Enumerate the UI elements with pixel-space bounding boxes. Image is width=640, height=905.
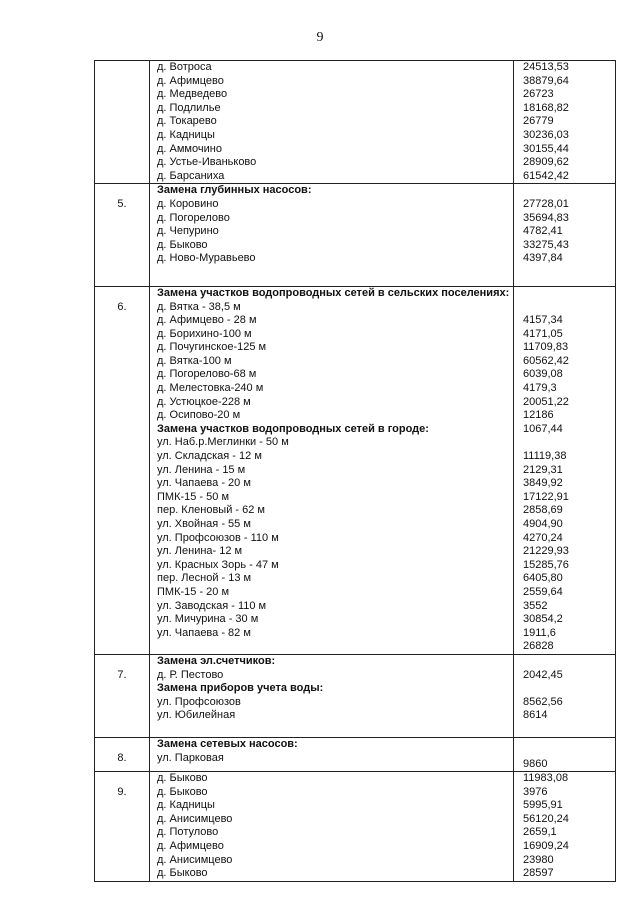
amount-value: 4157,34: [523, 314, 563, 327]
location-line: ул. Ленина- 12 м: [157, 545, 243, 558]
location-line: д. Анисимцево: [157, 853, 233, 866]
budget-table: [94, 60, 616, 882]
section-heading: Замена приборов учета воды:: [157, 682, 324, 695]
location-line: д. Р. Пестово: [157, 668, 224, 681]
location-line: д. Быково: [157, 238, 208, 251]
amount-value: [523, 184, 615, 198]
location-line: д. Вятка-100 м: [157, 354, 232, 367]
table-row: [95, 737, 616, 771]
spacer: [157, 266, 513, 286]
amount-value: 17122,91: [523, 490, 569, 503]
section-heading: Замена глубинных насосов:: [157, 184, 312, 197]
amount-value: [523, 287, 615, 301]
location-line: д. Быково: [157, 772, 208, 785]
amount-value: 4270,24: [523, 531, 563, 544]
location-line: ул. Профсоюзов: [157, 695, 241, 708]
location-line: д. Ново-Муравьево: [157, 252, 256, 265]
location-line: д. Устюцкое-228 м: [157, 395, 251, 408]
location-line: д. Борихино-100 м: [157, 327, 252, 340]
amount-value: 33275,43: [523, 238, 569, 251]
row-number: [95, 61, 150, 184]
table-row: [95, 61, 616, 184]
amount-value: 23980: [523, 853, 554, 866]
location-line: д. Кадницы: [157, 799, 215, 812]
location-line: д. Вотроса: [157, 61, 212, 73]
table-row: [95, 772, 616, 882]
amount-value: 60562,42: [523, 354, 569, 367]
amount-cell: [514, 184, 616, 287]
amount-value: 4179,3: [523, 382, 557, 395]
location-line: д. Медведево: [157, 88, 228, 101]
amount-value: 9860: [523, 757, 548, 770]
row-number: 9.: [95, 772, 150, 882]
table-row: [95, 286, 616, 654]
amount-value: 26828: [523, 640, 554, 653]
amount-value: 16909,24: [523, 840, 569, 853]
location-line: д. Аммочино: [157, 142, 222, 155]
location-line: ул. Складская - 12 м: [157, 450, 262, 463]
location-line: д. Афимцево: [157, 840, 224, 853]
amount-value: 28597: [523, 867, 554, 880]
amount-value: 24513,53: [523, 61, 569, 73]
amount-value: 12186: [523, 409, 554, 422]
location-line: пер. Лесной - 13 м: [157, 572, 252, 585]
amount-value: 6405,80: [523, 572, 563, 585]
description-cell: [150, 654, 514, 737]
section-heading: Замена участков водопроводных сетей в городе:: [157, 422, 429, 435]
location-line: ул. Профсоюзов - 110 м: [157, 531, 279, 544]
location-line: д. Осипово-20 м: [157, 409, 241, 422]
location-line: ул. Парковая: [157, 751, 224, 764]
amount-value: 3976: [523, 785, 548, 798]
location-line: д. Афимцево: [157, 74, 224, 87]
amount-value: 26779: [523, 115, 554, 128]
amount-value: 2559,64: [523, 585, 563, 598]
location-line: ПМК-15 - 20 м: [157, 585, 230, 598]
row-number: 8.: [95, 737, 150, 771]
amount-value: 56120,24: [523, 812, 569, 825]
row-number: 7.: [95, 654, 150, 737]
amount-value: 3552: [523, 599, 548, 612]
amount-value: 30854,2: [523, 613, 563, 626]
amount-value: 1911,6: [523, 626, 556, 639]
section-heading: Замена сетевых насосов:: [157, 737, 298, 750]
location-line: ПМК-15 - 50 м: [157, 490, 230, 503]
description-cell: [150, 772, 514, 882]
row-number: 6.: [95, 286, 150, 654]
location-line: д. Чепурино: [157, 225, 219, 238]
location-line: ул. Ленина - 15 м: [157, 463, 246, 476]
amount-value: 2129,31: [523, 463, 563, 476]
amount-value: 30155,44: [523, 142, 569, 155]
amount-value: 20051,22: [523, 395, 569, 408]
amount-value: 8562,56: [523, 695, 563, 708]
amount-value: 4904,90: [523, 518, 563, 530]
location-line: д. Устье-Иваньково: [157, 156, 257, 169]
location-line: д. Подлилье: [157, 101, 221, 114]
amount-value: 8614: [523, 709, 548, 722]
location-line: ул. Заводская - 110 м: [157, 599, 267, 612]
amount-cell: [514, 654, 616, 737]
location-line: ул. Наб.р.Меглинки - 50 м: [157, 436, 289, 449]
table-body: [95, 61, 616, 882]
location-line: д. Почугинское-125 м: [157, 341, 267, 354]
table-row: [95, 184, 616, 287]
location-line: д. Погорелово-68 м: [157, 368, 257, 381]
amount-value: 2042,45: [523, 668, 563, 681]
location-line: д. Быково: [157, 785, 208, 798]
amount-value: 21229,93: [523, 545, 569, 558]
description-cell: [150, 737, 514, 771]
amount-cell: [514, 737, 616, 771]
location-line: д. Барсаниха: [157, 169, 225, 182]
section-heading: Замена эл.счетчиков:: [157, 654, 276, 667]
description-cell: [150, 184, 514, 287]
amount-value: 2659,1: [523, 826, 557, 839]
location-line: д. Анисимцево: [157, 812, 233, 825]
location-line: ул. Чапаева - 20 м: [157, 477, 251, 490]
amount-cell: [514, 286, 616, 654]
location-line: д. Мелестовка-240 м: [157, 382, 264, 395]
amount-value: 4397,84: [523, 252, 563, 265]
location-line: ул. Юбилейная: [157, 709, 236, 722]
amount-value: 4782,41: [523, 225, 563, 238]
amount-value: 11983,08: [523, 772, 569, 785]
amount-value: 6039,08: [523, 368, 563, 381]
amount-value: 2858,69: [523, 504, 563, 517]
spacer: [157, 723, 513, 737]
amount-value: [523, 744, 615, 758]
location-line: ул. Мичурина - 30 м: [157, 613, 259, 626]
location-line: д. Афимцево - 28 м: [157, 314, 257, 327]
description-cell: [150, 61, 514, 184]
amount-cell: [514, 61, 616, 184]
amount-value: 18168,82: [523, 101, 569, 114]
amount-value: [523, 301, 615, 315]
amount-value: 1067,44: [523, 422, 563, 435]
amount-value: 11709,83: [523, 341, 569, 354]
amount-value: 28909,62: [523, 156, 569, 169]
amount-value: [523, 436, 615, 450]
amount-value: 27728,01: [523, 197, 569, 210]
amount-cell: [514, 772, 616, 882]
amount-value: 11119,38: [523, 450, 567, 463]
location-line: ул. Чапаева - 82 м: [157, 626, 251, 639]
location-line: д. Кадницы: [157, 128, 215, 141]
amount-value: 35694,83: [523, 211, 569, 224]
location-line: д. Вятка - 38,5 м: [157, 300, 241, 313]
location-line: пер. Кленовый - 62 м: [157, 504, 265, 517]
amount-value: 15285,76: [523, 558, 569, 571]
location-line: ул. Хвойная - 55 м: [157, 518, 251, 530]
page-number: 9: [316, 30, 324, 45]
amount-value: 26723: [523, 88, 554, 101]
row-number: 5.: [95, 184, 150, 287]
amount-value: 3849,92: [523, 477, 563, 490]
amount-value: [523, 682, 615, 696]
amount-value: [523, 655, 615, 669]
location-line: д. Быково: [157, 867, 208, 880]
section-heading: Замена участков водопроводных сетей в сельских поселениях:: [157, 286, 510, 299]
amount-value: 30236,03: [523, 128, 569, 141]
table-row: [95, 654, 616, 737]
description-cell: [150, 286, 514, 654]
amount-value: 5995,91: [523, 799, 563, 812]
location-line: ул. Красных Зорь - 47 м: [157, 558, 279, 571]
amount-value: 61542,42: [523, 169, 569, 182]
location-line: д. Погорелово: [157, 211, 230, 224]
location-line: д. Коровино: [157, 197, 219, 210]
amount-value: 38879,64: [523, 74, 569, 87]
location-line: д. Токарево: [157, 115, 217, 128]
location-line: д. Потулово: [157, 826, 219, 839]
amount-value: 4171,05: [523, 327, 563, 340]
